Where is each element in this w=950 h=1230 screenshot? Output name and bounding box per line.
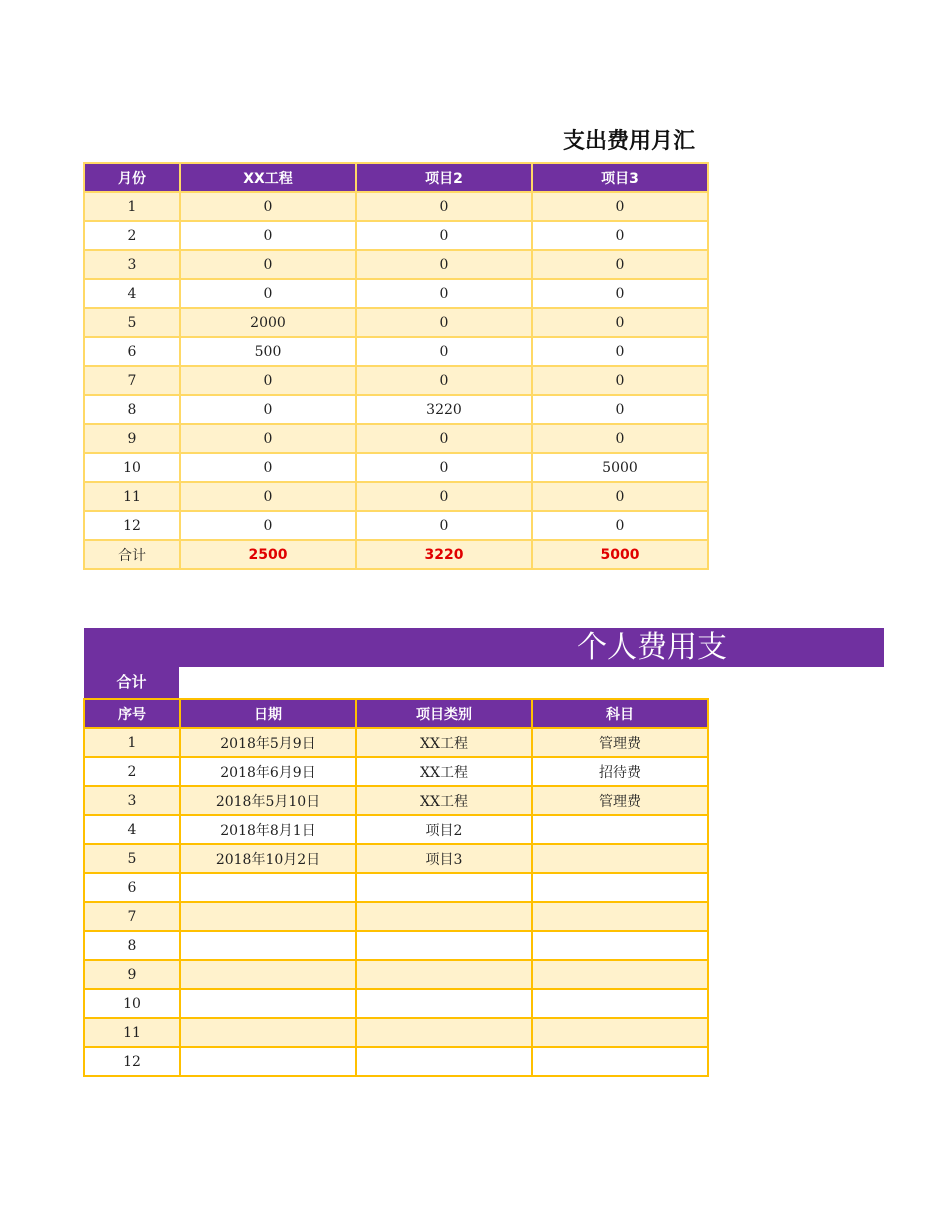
- table-row: [84, 279, 708, 308]
- table-cell[interactable]: 2018年10月2日: [180, 844, 356, 873]
- table-cell[interactable]: 0: [180, 366, 356, 395]
- table-cell[interactable]: [180, 902, 356, 931]
- table-cell[interactable]: 0: [180, 221, 356, 250]
- table-cell[interactable]: [532, 873, 708, 902]
- table-cell[interactable]: 0: [532, 511, 708, 540]
- table-row: [84, 366, 708, 395]
- table-header-row: [84, 699, 708, 728]
- column-header: 月份: [84, 163, 180, 192]
- table-cell[interactable]: 0: [532, 250, 708, 279]
- table-cell[interactable]: [532, 931, 708, 960]
- table-row: [84, 1047, 708, 1076]
- table-cell[interactable]: [532, 815, 708, 844]
- table-cell[interactable]: 0: [532, 192, 708, 221]
- personal-title: 个人费用支: [577, 630, 727, 665]
- table-cell[interactable]: 2018年5月9日: [180, 728, 356, 757]
- table-cell[interactable]: 2018年8月1日: [180, 815, 356, 844]
- table-cell[interactable]: XX工程: [356, 757, 532, 786]
- table-cell[interactable]: 2018年5月10日: [180, 786, 356, 815]
- table-cell[interactable]: [180, 873, 356, 902]
- table-cell[interactable]: 2018年6月9日: [180, 757, 356, 786]
- table-cell[interactable]: [532, 844, 708, 873]
- table-cell[interactable]: 管理费: [532, 728, 708, 757]
- table-row: [84, 511, 708, 540]
- table-row: [84, 757, 708, 786]
- table-cell[interactable]: [356, 989, 532, 1018]
- table-cell[interactable]: 8: [84, 931, 180, 960]
- table-cell[interactable]: [532, 989, 708, 1018]
- table-cell[interactable]: 12: [84, 511, 180, 540]
- table-cell[interactable]: [356, 931, 532, 960]
- monthly-summary-table: [83, 162, 709, 570]
- table-cell[interactable]: 0: [532, 424, 708, 453]
- table-row: [84, 989, 708, 1018]
- table-cell[interactable]: 8: [84, 395, 180, 424]
- table-cell[interactable]: 5: [84, 844, 180, 873]
- personal-title-banner: [84, 628, 884, 667]
- table-cell[interactable]: 0: [356, 453, 532, 482]
- table-row: [84, 250, 708, 279]
- table-cell[interactable]: 0: [532, 395, 708, 424]
- table-cell[interactable]: [180, 960, 356, 989]
- column-header: 项目3: [532, 163, 708, 192]
- table-cell[interactable]: [180, 1018, 356, 1047]
- table-cell[interactable]: [356, 873, 532, 902]
- table-cell[interactable]: 6: [84, 337, 180, 366]
- table-cell[interactable]: 0: [180, 279, 356, 308]
- total-value[interactable]: 2500: [180, 540, 356, 569]
- table-cell[interactable]: 招待费: [532, 757, 708, 786]
- table-cell[interactable]: [356, 1047, 532, 1076]
- table-row: [84, 482, 708, 511]
- table-cell[interactable]: XX工程: [356, 786, 532, 815]
- table-cell[interactable]: 7: [84, 366, 180, 395]
- table-cell[interactable]: [532, 1047, 708, 1076]
- table-row: [84, 931, 708, 960]
- table-cell[interactable]: 10: [84, 989, 180, 1018]
- table-cell[interactable]: 5: [84, 308, 180, 337]
- table-cell[interactable]: 0: [356, 511, 532, 540]
- table-cell[interactable]: 0: [180, 482, 356, 511]
- column-header: XX工程: [180, 163, 356, 192]
- table-row: [84, 873, 708, 902]
- table-cell[interactable]: 0: [356, 337, 532, 366]
- table-cell[interactable]: 0: [180, 511, 356, 540]
- table-cell[interactable]: 0: [532, 279, 708, 308]
- column-header: 日期: [180, 699, 356, 728]
- table-cell[interactable]: 3: [84, 250, 180, 279]
- table-cell[interactable]: 4: [84, 815, 180, 844]
- table-cell[interactable]: [532, 1018, 708, 1047]
- table-row: [84, 192, 708, 221]
- total-value[interactable]: 3220: [356, 540, 532, 569]
- table-cell[interactable]: 2: [84, 757, 180, 786]
- table-row: [84, 395, 708, 424]
- table-cell[interactable]: 6: [84, 873, 180, 902]
- table-cell[interactable]: 0: [356, 308, 532, 337]
- table-cell[interactable]: 3220: [356, 395, 532, 424]
- table-cell[interactable]: 0: [532, 482, 708, 511]
- table-cell[interactable]: 0: [180, 395, 356, 424]
- total-value[interactable]: 5000: [532, 540, 708, 569]
- table-cell[interactable]: [532, 960, 708, 989]
- table-row: [84, 1018, 708, 1047]
- table-row: [84, 308, 708, 337]
- table-cell[interactable]: [180, 1047, 356, 1076]
- table-row: [84, 902, 708, 931]
- table-cell[interactable]: [356, 960, 532, 989]
- table-cell[interactable]: 0: [356, 424, 532, 453]
- table-cell[interactable]: 5000: [532, 453, 708, 482]
- personal-expense-table: [83, 698, 709, 1077]
- table-cell[interactable]: 0: [356, 279, 532, 308]
- table-cell[interactable]: 500: [180, 337, 356, 366]
- table-cell[interactable]: 0: [532, 366, 708, 395]
- table-cell[interactable]: 0: [356, 366, 532, 395]
- table-row: [84, 424, 708, 453]
- table-row: [84, 337, 708, 366]
- column-header: 项目2: [356, 163, 532, 192]
- table-cell[interactable]: 3: [84, 786, 180, 815]
- table-cell[interactable]: 0: [180, 453, 356, 482]
- table-cell[interactable]: 0: [356, 250, 532, 279]
- table-cell[interactable]: 11: [84, 482, 180, 511]
- table-row: [84, 453, 708, 482]
- table-cell[interactable]: [180, 989, 356, 1018]
- table-header-row: [84, 163, 708, 192]
- table-cell[interactable]: [532, 902, 708, 931]
- personal-total-label: 合计: [84, 667, 179, 698]
- table-cell[interactable]: 7: [84, 902, 180, 931]
- table-cell[interactable]: 0: [356, 192, 532, 221]
- table-cell[interactable]: 0: [356, 482, 532, 511]
- table-cell[interactable]: 管理费: [532, 786, 708, 815]
- total-row: [84, 540, 708, 569]
- table-cell[interactable]: 4: [84, 279, 180, 308]
- table-cell[interactable]: [356, 902, 532, 931]
- table-cell[interactable]: 10: [84, 453, 180, 482]
- summary-title: 支出费用月汇: [563, 129, 696, 154]
- table-cell[interactable]: XX工程: [356, 728, 532, 757]
- table-cell[interactable]: [180, 931, 356, 960]
- table-row: [84, 728, 708, 757]
- table-cell[interactable]: 0: [180, 250, 356, 279]
- column-header: 序号: [84, 699, 180, 728]
- table-cell[interactable]: 1: [84, 192, 180, 221]
- table-row: [84, 960, 708, 989]
- table-cell[interactable]: 12: [84, 1047, 180, 1076]
- table-cell[interactable]: 9: [84, 424, 180, 453]
- total-label[interactable]: 合计: [84, 540, 180, 569]
- column-header: 科目: [532, 699, 708, 728]
- table-cell[interactable]: 1: [84, 728, 180, 757]
- table-cell[interactable]: 项目3: [356, 844, 532, 873]
- table-cell[interactable]: 项目2: [356, 815, 532, 844]
- table-cell[interactable]: 0: [532, 337, 708, 366]
- table-row: [84, 815, 708, 844]
- table-cell[interactable]: [356, 1018, 532, 1047]
- table-cell[interactable]: 2: [84, 221, 180, 250]
- table-cell[interactable]: 2000: [180, 308, 356, 337]
- table-row: [84, 844, 708, 873]
- table-cell[interactable]: 11: [84, 1018, 180, 1047]
- table-cell[interactable]: 0: [532, 308, 708, 337]
- table-row: [84, 786, 708, 815]
- table-cell[interactable]: 0: [180, 424, 356, 453]
- table-cell[interactable]: 9: [84, 960, 180, 989]
- column-header: 项目类别: [356, 699, 532, 728]
- table-cell[interactable]: 0: [180, 192, 356, 221]
- table-row: [84, 221, 708, 250]
- table-cell[interactable]: 0: [356, 221, 532, 250]
- table-cell[interactable]: 0: [532, 221, 708, 250]
